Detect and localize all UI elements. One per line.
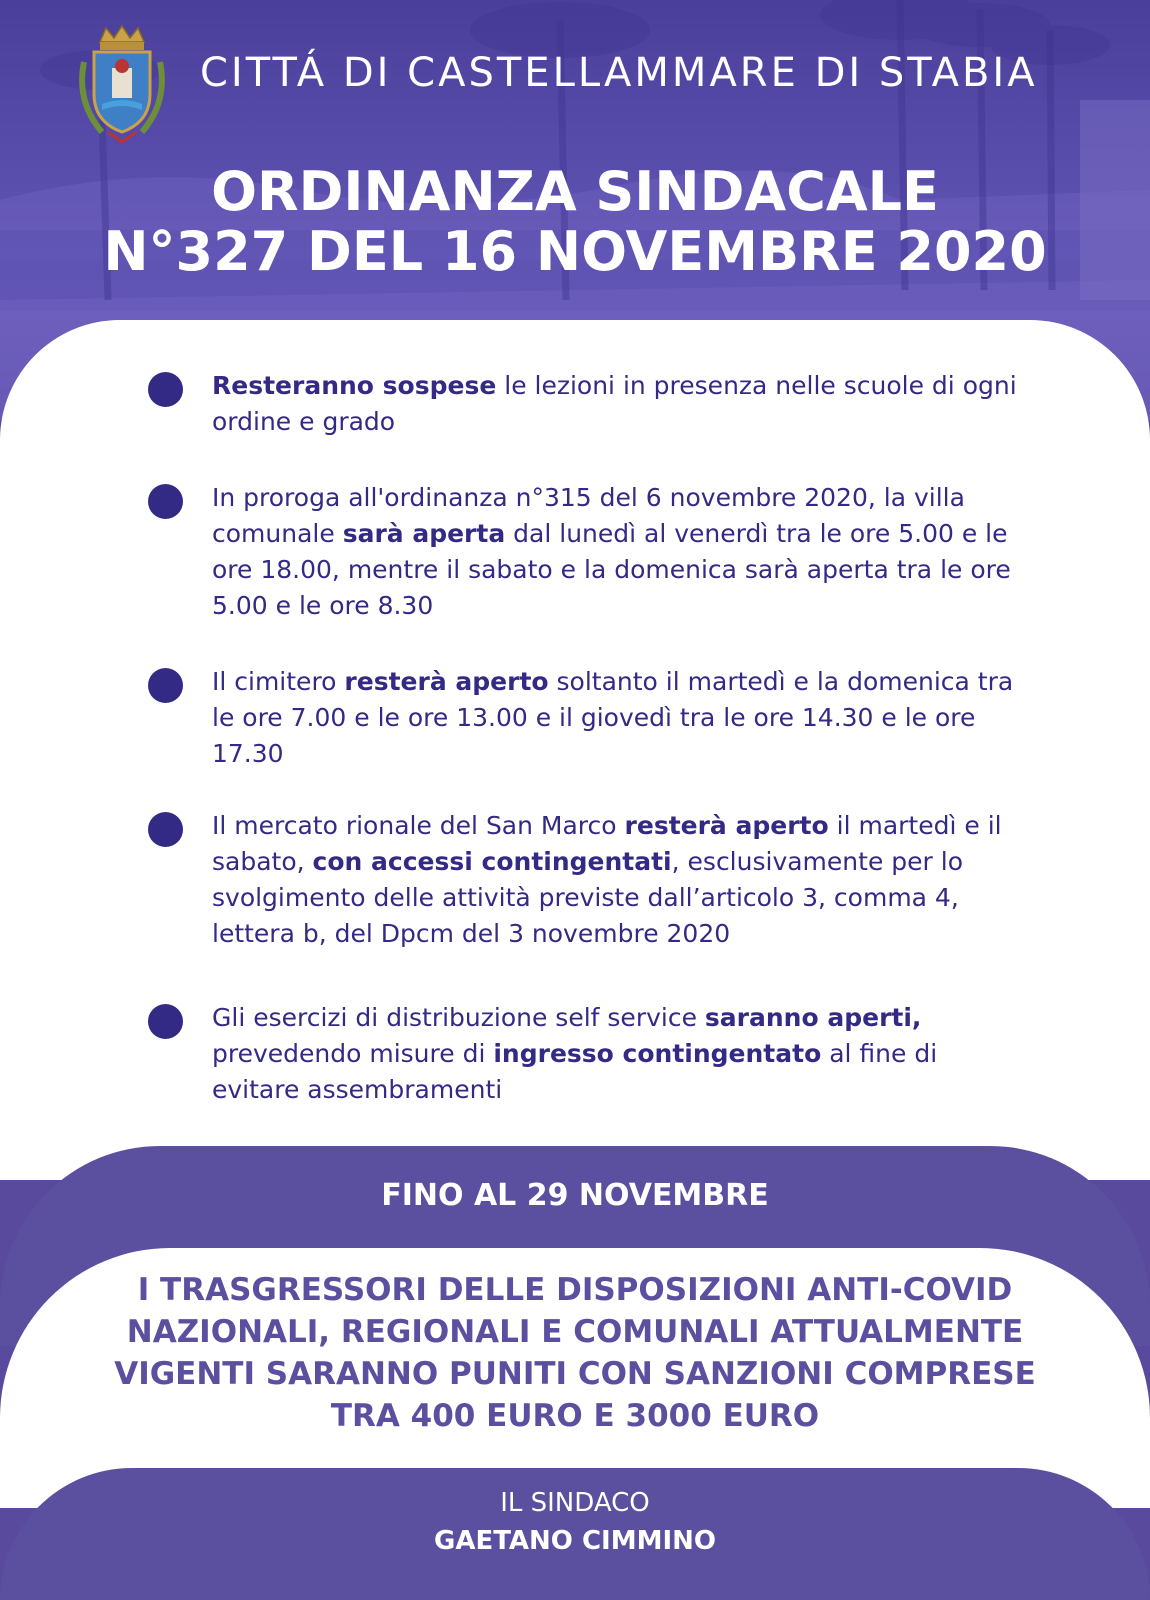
measure-text <box>212 664 1032 772</box>
validity-date: FINO AL 29 NOVEMBRE <box>381 1178 769 1213</box>
measure-body: Il mercato rionale del San Marco <box>212 811 625 840</box>
measure-highlight: sarà aperta <box>342 519 506 548</box>
bullet-icon <box>148 484 183 519</box>
measure-body: In proroga all'ordinanza n°315 del 6 novembre 2020, la villa comunale <box>212 483 965 548</box>
measure-text <box>212 480 1032 624</box>
measure-body: Gli esercizi di distribuzione self service <box>212 1003 705 1032</box>
ordinance-number-date: N°327 DEL 16 NOVEMBRE 2020 <box>103 220 1047 283</box>
measure-body: dal lunedì al venerdì tra le ore 5.00 e le ore 18.00, mentre il sabato e la domenica sarà aperta tra le ore 5.00 e le ore 8.30 <box>212 519 1011 620</box>
sanctions-text: NAZIONALI, REGIONALI E COMUNALI ATTUALMENTE <box>126 1314 1024 1350</box>
measure-text <box>212 368 1032 440</box>
measure-text <box>212 1000 1032 1108</box>
signer-role: IL SINDACO <box>500 1488 650 1518</box>
measure-highlight: Resteranno sospese <box>212 371 497 400</box>
signer-name: GAETANO CIMMINO <box>433 1526 716 1556</box>
measure-body: soltanto il martedì e la domenica tra le ore 7.00 e le ore 13.00 e il giovedì tra le ore 14.30 e le ore 17.30 <box>212 667 1014 768</box>
bullet-icon <box>148 372 183 407</box>
measure-highlight: con accessi contingentati <box>312 847 672 876</box>
coat-of-arms-icon <box>72 22 172 146</box>
city-name: CITTÁ DI CASTELLAMMARE DI STABIA <box>200 50 1038 96</box>
measure-body: al fine di evitare assembramenti <box>212 1039 938 1104</box>
ordinance-title: ORDINANZA SINDACALE <box>211 160 939 223</box>
sanctions-text: TRA 400 EURO E 3000 EURO <box>330 1398 820 1434</box>
measure-highlight: resterà aperto <box>344 667 549 696</box>
measure-body: Il cimitero <box>212 667 345 696</box>
sanctions-text: I TRASGRESSORI DELLE DISPOSIZIONI ANTI-COVID <box>137 1272 1013 1308</box>
measure-body: , esclusivamente per lo svolgimento delle attività previste dall’articolo 3, comma 4, lettera b, del Dpcm del 3 novembre 2020 <box>212 847 963 948</box>
measure-body: il martedì e il sabato, <box>212 811 1002 876</box>
measure-text <box>212 808 1032 952</box>
measure-highlight: saranno aperti, <box>704 1003 922 1032</box>
bullet-icon <box>148 812 183 847</box>
bullet-icon <box>148 1004 183 1039</box>
measure-body: le lezioni in presenza nelle scuole di ogni ordine e grado <box>212 371 1017 436</box>
measure-highlight: ingresso contingentato <box>493 1039 822 1068</box>
measure-body: prevedendo misure di <box>212 1039 494 1068</box>
sanctions-text: VIGENTI SARANNO PUNITI CON SANZIONI COMPRESE <box>114 1356 1036 1392</box>
bullet-icon <box>148 668 183 703</box>
measure-highlight: resterà aperto <box>624 811 829 840</box>
